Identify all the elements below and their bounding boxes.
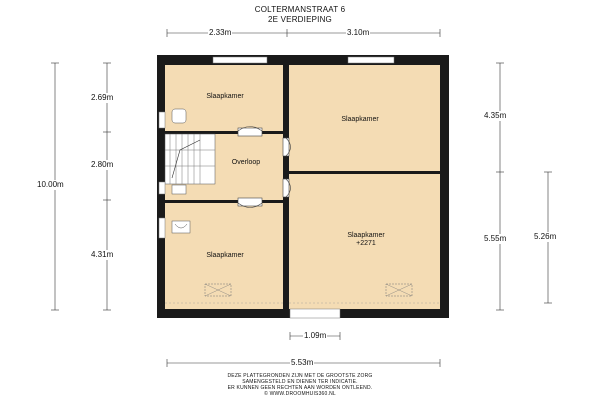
dim-left-top: 2.69m xyxy=(91,93,114,102)
room-label-top-left: Slaapkamer xyxy=(206,93,244,100)
radiator-icon xyxy=(172,185,186,194)
room-label-bottom-right: Slaapkamer xyxy=(347,232,385,239)
room-floors xyxy=(165,65,440,309)
plan-address: COLTERMANSTRAAT 6 xyxy=(254,5,346,14)
dim-bottom-total: 5.53m xyxy=(291,358,314,367)
dim-left-middle: 2.80m xyxy=(91,160,114,169)
dim-right-lower: 5.55m xyxy=(484,234,507,243)
dim-top-right-width: 3.10m xyxy=(347,28,370,37)
disclaimer-line-1: DEZE PLATTEGRONDEN ZIJN MET DE GROOTSTE ZORG xyxy=(227,373,373,379)
sink-icon xyxy=(172,109,186,123)
dim-right-lower-alt: 5.26m xyxy=(534,232,557,241)
dim-right-upper: 4.35m xyxy=(484,111,507,120)
dim-top-left-width: 2.33m xyxy=(209,28,232,37)
dim-left-total: 10.00m xyxy=(37,180,64,189)
disclaimer-line-2: SAMENGESTELD EN DIENEN TER INDICATIE. xyxy=(242,379,358,385)
washbasin-icon xyxy=(172,221,190,233)
dim-left-bottom: 4.31m xyxy=(91,250,114,259)
copyright: © WWW.DROOMHUIS360.NL xyxy=(264,391,336,397)
room-label-top-right: Slaapkamer xyxy=(341,116,379,123)
room-label-landing: Overloop xyxy=(231,159,261,166)
staircase xyxy=(165,134,215,184)
plan-floor-level: 2E VERDIEPING xyxy=(268,15,332,24)
room-ceiling-height: +2271 xyxy=(356,240,376,247)
room-label-bottom-left: Slaapkamer xyxy=(206,252,244,259)
dim-bottom-window: 1.09m xyxy=(304,331,327,340)
disclaimer-line-3: ER KUNNEN GEEN RECHTEN AAN WORDEN ONTLEEND. xyxy=(227,385,373,391)
